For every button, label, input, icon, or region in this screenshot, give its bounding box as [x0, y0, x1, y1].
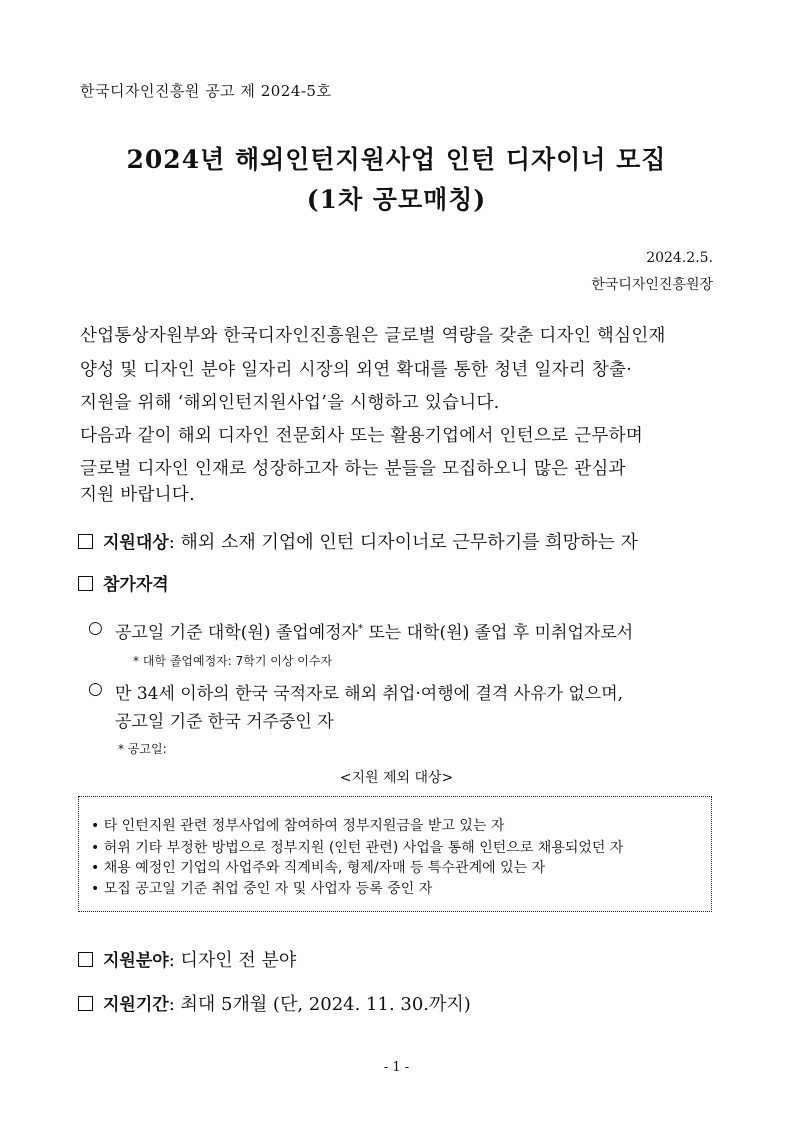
title-line2: (1차 공모매칭) — [306, 185, 487, 214]
footnote-mark: * — [357, 623, 363, 635]
date: 2024.2.5. — [646, 250, 713, 266]
note-announcement-date: * 공고일: — [118, 742, 167, 756]
intro-line: 다음과 같이 해외 디자인 전문회사 또는 활용기업에서 인턴으로 근무하며 — [80, 426, 644, 446]
checkbox-square-icon — [78, 576, 93, 591]
bullet-circle-icon: ○ — [88, 618, 103, 638]
section-text: : 해외 소재 기업에 인턴 디자이너로 근무하기를 희망하는 자 — [168, 532, 638, 553]
exclusion-box — [78, 796, 712, 912]
exclusion-item: • 타 인턴지원 관련 정부사업에 참여하여 정부지원금을 받고 있는 자 — [91, 818, 505, 834]
issuer: 한국디자인진흥원장 — [591, 277, 713, 293]
exclusion-item: • 채용 예정인 기업의 사업주와 직계비속, 형제/자매 등 특수관계에 있는 자 — [91, 860, 546, 876]
section-text: : 디자인 전 분야 — [168, 950, 297, 971]
title-line1: 2024년 해외인턴지원사업 인턴 디자이너 모집 — [126, 145, 667, 174]
intro-line: 양성 및 디자인 분야 일자리 시장의 외연 확대를 통한 청년 일자리 창출· — [80, 360, 633, 380]
section-target — [78, 528, 638, 554]
checkbox-square-icon — [78, 952, 93, 967]
bullet-circle-icon: ○ — [88, 679, 103, 699]
section-qualification — [78, 570, 169, 595]
section-label: 참가자격 — [103, 575, 169, 595]
intro-line: 글로벌 디자인 인재로 성장하고자 하는 분들을 모집하오니 많은 관심과 — [80, 459, 626, 479]
notice-number: 한국디자인진흥원 공고 제 2024-5호 — [80, 82, 332, 100]
exclusion-item: • 허위 기타 부정한 방법으로 정부지원 (인턴 관련) 사업을 통해 인턴으로 채용되었던 자 — [91, 840, 624, 856]
section-label: 지원분야 — [103, 951, 169, 971]
section-period — [78, 990, 471, 1016]
note-graduate: * 대학 졸업예정자: 7학기 이상 이수자 — [133, 654, 333, 668]
section-label: 지원기간 — [103, 995, 169, 1015]
section-field — [78, 946, 296, 972]
intro-line: 지원을 위해 ‘해외인턴지원사업’을 시행하고 있습니다. — [80, 393, 500, 413]
qualification-bullet2-line2: 공고일 기준 한국 거주중인 자 — [115, 712, 334, 732]
bullet-text: 또는 대학(원) 졸업 후 미취업자로서 — [362, 623, 634, 643]
exclusion-title: <지원 제외 대상> — [339, 770, 454, 786]
section-text: : 최대 5개월 (단, 2024. 11. 30.까지) — [168, 994, 471, 1015]
exclusion-item: • 모집 공고일 기준 취업 중인 자 및 사업자 등록 중인 자 — [91, 881, 433, 897]
intro-line: 지원 바랍니다. — [80, 485, 195, 505]
bullet-text: 공고일 기준 대학(원) 졸업예정자 — [115, 623, 358, 643]
intro-line: 산업통상자원부와 한국디자인진흥원은 글로벌 역량을 갖춘 디자인 핵심인재 — [80, 326, 666, 346]
qualification-bullet2-line1: 만 34세 이하의 한국 국적자로 해외 취업·여행에 결격 사유가 없으며, — [115, 684, 624, 704]
qualification-bullet1 — [115, 618, 633, 643]
checkbox-square-icon — [78, 996, 93, 1011]
checkbox-square-icon — [78, 534, 93, 549]
page-number: - 1 - — [383, 1060, 410, 1075]
section-label: 지원대상 — [103, 533, 169, 553]
